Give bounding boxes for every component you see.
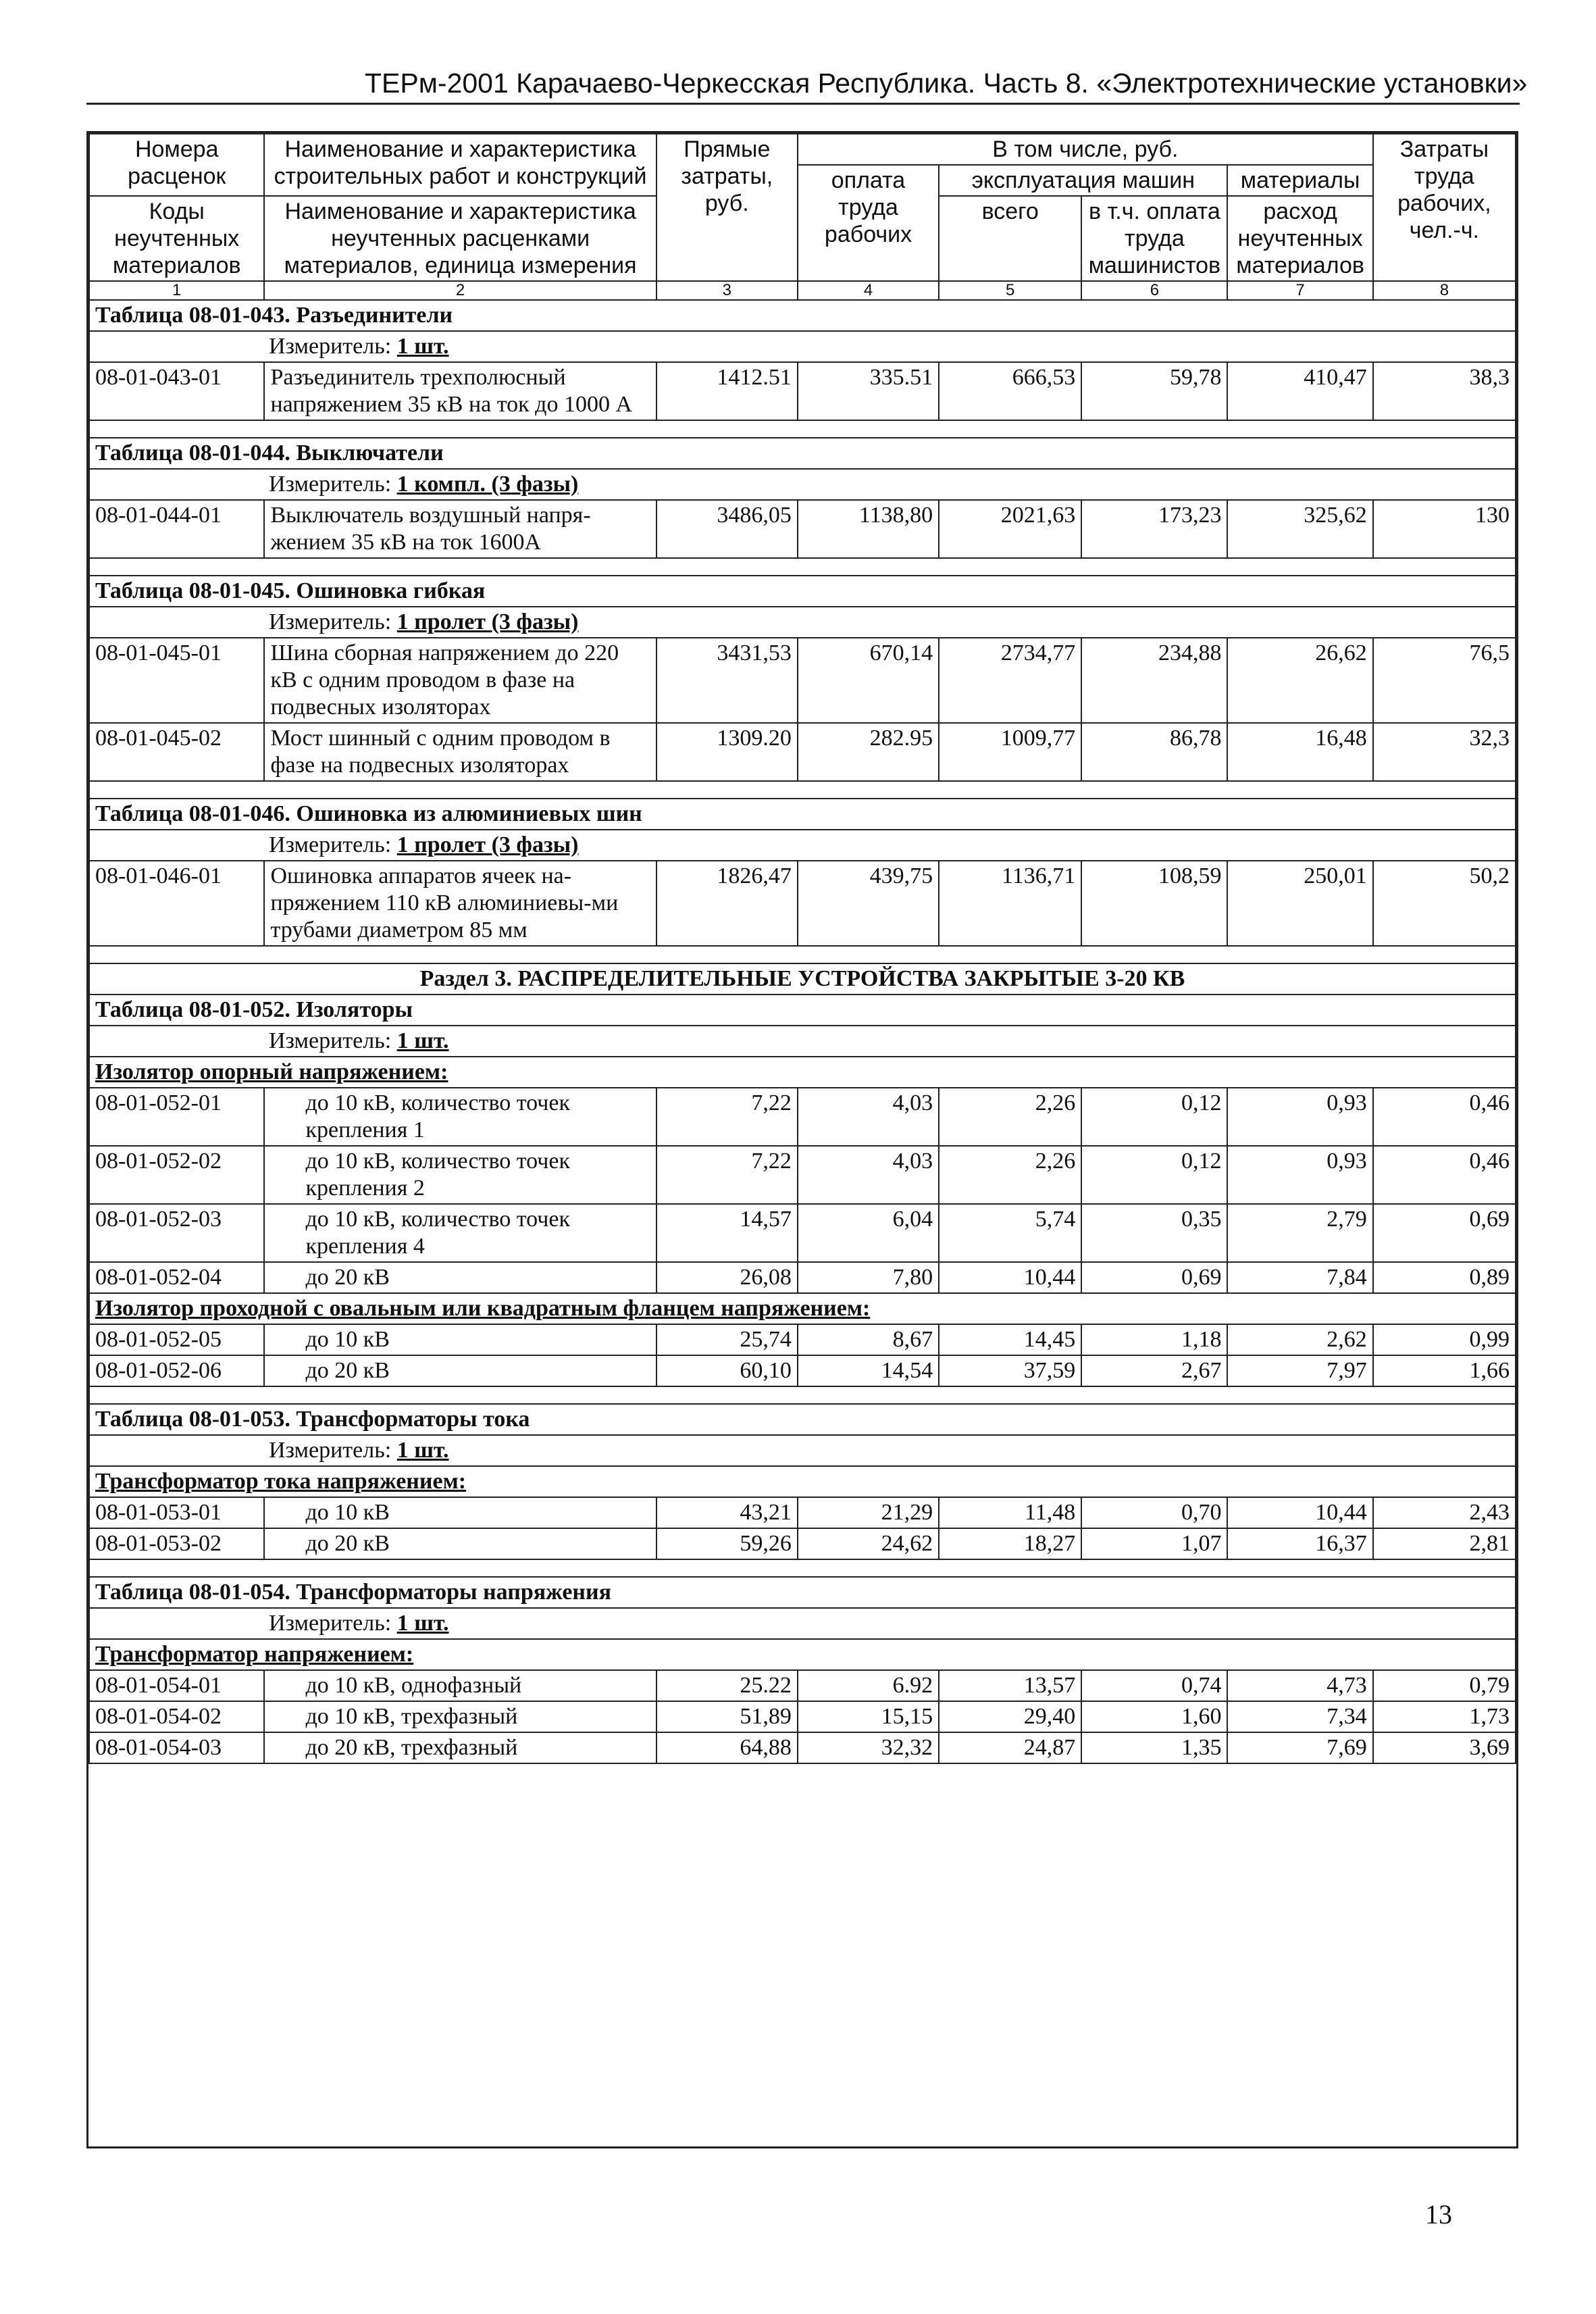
table-row	[89, 1497, 1516, 1528]
table-title-row	[89, 799, 1516, 830]
work-description: до 10 кВ, количество точек крепления 4	[264, 1204, 656, 1262]
material-use: 7,34	[1227, 1701, 1372, 1732]
labor-hours: 38,3	[1373, 362, 1516, 420]
unit-row	[89, 1026, 1516, 1057]
machinist-wages: 173,23	[1081, 500, 1227, 558]
rate-code: 08-01-053-01	[89, 1497, 264, 1528]
table-title: Таблица 08-01-045. Ошиновка гибкая	[89, 576, 1516, 607]
col-header-labor-hours: Затраты труда рабочих, чел.-ч.	[1373, 134, 1516, 281]
rate-code: 08-01-052-01	[89, 1088, 264, 1146]
rate-code: 08-01-045-02	[89, 723, 264, 781]
machines-total: 37,59	[939, 1355, 1081, 1386]
table-title-row	[89, 300, 1516, 331]
machinist-wages: 0,35	[1081, 1204, 1227, 1262]
machinist-wages: 1,18	[1081, 1324, 1227, 1355]
material-use: 7,84	[1227, 1262, 1372, 1293]
col-number: 7	[1227, 281, 1372, 300]
wages: 21,29	[798, 1497, 939, 1528]
unit-label: Измеритель:	[269, 1438, 392, 1463]
spacer	[89, 558, 1516, 576]
unit-row	[89, 830, 1516, 861]
col-number: 8	[1373, 281, 1516, 300]
group-heading-row	[89, 1293, 1516, 1324]
wages: 32,32	[798, 1732, 939, 1763]
machines-total: 13,57	[939, 1670, 1081, 1701]
machines-total: 5,74	[939, 1204, 1081, 1262]
work-description: до 20 кВ	[264, 1355, 656, 1386]
wages: 670,14	[798, 638, 939, 723]
work-description: Выключатель воздушный напря-жением 35 кВ на ток 1600А	[264, 500, 656, 558]
col-header-machinist-wages: в т.ч. оплата труда машинистов	[1081, 196, 1227, 281]
table-title-row	[89, 1577, 1516, 1608]
table-title-row	[89, 438, 1516, 469]
table-row	[89, 1262, 1516, 1293]
section-heading: Раздел 3. РАСПРЕДЕЛИТЕЛЬНЫЕ УСТРОЙСТВА ЗАКРЫТЫЕ 3-20 КВ	[89, 963, 1516, 995]
machines-total: 14,45	[939, 1324, 1081, 1355]
table-title: Таблица 08-01-053. Трансформаторы тока	[89, 1404, 1516, 1435]
machinist-wages: 234,88	[1081, 638, 1227, 723]
rate-code: 08-01-052-03	[89, 1204, 264, 1262]
machinist-wages: 86,78	[1081, 723, 1227, 781]
spacer-row	[89, 1386, 1516, 1404]
unit-of-measure	[89, 469, 1516, 500]
table-row	[89, 1701, 1516, 1732]
machinist-wages: 1,35	[1081, 1732, 1227, 1763]
wages: 439,75	[798, 861, 939, 946]
material-use: 250,01	[1227, 861, 1372, 946]
col-number: 3	[657, 281, 798, 300]
machinist-wages: 1,07	[1081, 1528, 1227, 1559]
material-use: 325,62	[1227, 500, 1372, 558]
rate-code: 08-01-054-02	[89, 1701, 264, 1732]
rate-code: 08-01-054-03	[89, 1732, 264, 1763]
wages: 24,62	[798, 1528, 939, 1559]
rate-code: 08-01-052-06	[89, 1355, 264, 1386]
unit-of-measure	[89, 830, 1516, 861]
wages: 4,03	[798, 1146, 939, 1204]
table-row	[89, 723, 1516, 781]
labor-hours: 76,5	[1373, 638, 1516, 723]
labor-hours: 0,89	[1373, 1262, 1516, 1293]
labor-hours: 0,79	[1373, 1670, 1516, 1701]
material-use: 10,44	[1227, 1497, 1372, 1528]
material-use: 410,47	[1227, 362, 1372, 420]
machinist-wages: 1,60	[1081, 1701, 1227, 1732]
table-row	[89, 1528, 1516, 1559]
unit-row	[89, 607, 1516, 638]
spacer-row	[89, 781, 1516, 799]
direct-costs: 60,10	[657, 1355, 798, 1386]
machinist-wages: 59,78	[1081, 362, 1227, 420]
work-description: до 10 кВ, трехфазный	[264, 1701, 656, 1732]
table-title-row	[89, 576, 1516, 607]
work-description: Мост шинный с одним проводом в фазе на подвесных изоляторах	[264, 723, 656, 781]
col-header-including: В том числе, руб.	[798, 134, 1373, 165]
header-rule	[86, 103, 1520, 105]
table-title-row	[89, 995, 1516, 1026]
work-description: до 20 кВ, трехфазный	[264, 1732, 656, 1763]
labor-hours: 2,81	[1373, 1528, 1516, 1559]
spacer-row	[89, 420, 1516, 438]
unit-value: 1 шт.	[396, 1611, 449, 1636]
group-heading: Изолятор опорный напряжением:	[89, 1057, 1516, 1088]
group-heading: Трансформатор тока напряжением:	[89, 1466, 1516, 1497]
spacer	[89, 946, 1516, 963]
labor-hours: 50,2	[1373, 861, 1516, 946]
labor-hours: 0,69	[1373, 1204, 1516, 1262]
group-heading: Изолятор проходной с овальным или квадратным фланцем напряжением:	[89, 1293, 1516, 1324]
material-use: 26,62	[1227, 638, 1372, 723]
spacer-row	[89, 1559, 1516, 1577]
machinist-wages: 0,12	[1081, 1146, 1227, 1204]
unit-of-measure	[89, 607, 1516, 638]
machines-total: 10,44	[939, 1262, 1081, 1293]
material-use: 0,93	[1227, 1146, 1372, 1204]
work-description: Ошиновка аппаратов ячеек на-пряжением 110 кВ алюминиевы-ми трубами диаметром 85 мм	[264, 861, 656, 946]
direct-costs: 59,26	[657, 1528, 798, 1559]
machinist-wages: 0,74	[1081, 1670, 1227, 1701]
table-title: Таблица 08-01-052. Изоляторы	[89, 995, 1516, 1026]
labor-hours: 2,43	[1373, 1497, 1516, 1528]
material-use: 0,93	[1227, 1088, 1372, 1146]
rate-code: 08-01-044-01	[89, 500, 264, 558]
machines-total: 666,53	[939, 362, 1081, 420]
unit-row	[89, 331, 1516, 362]
group-heading-row	[89, 1057, 1516, 1088]
wages: 14,54	[798, 1355, 939, 1386]
wages: 6.92	[798, 1670, 939, 1701]
rate-code: 08-01-054-01	[89, 1670, 264, 1701]
rate-code: 08-01-053-02	[89, 1528, 264, 1559]
work-description: до 10 кВ, однофазный	[264, 1670, 656, 1701]
wages: 4,03	[798, 1088, 939, 1146]
unit-row	[89, 1608, 1516, 1639]
table-title: Таблица 08-01-044. Выключатели	[89, 438, 1516, 469]
direct-costs: 3486,05	[657, 500, 798, 558]
machinist-wages: 0,70	[1081, 1497, 1227, 1528]
work-description: до 10 кВ, количество точек крепления 2	[264, 1146, 656, 1204]
wages: 282.95	[798, 723, 939, 781]
machines-total: 2734,77	[939, 638, 1081, 723]
col-number: 2	[264, 281, 656, 300]
direct-costs: 26,08	[657, 1262, 798, 1293]
unit-of-measure	[89, 331, 1516, 362]
rate-code: 08-01-043-01	[89, 362, 264, 420]
wages: 1138,80	[798, 500, 939, 558]
direct-costs: 7,22	[657, 1146, 798, 1204]
machines-total: 2,26	[939, 1146, 1081, 1204]
labor-hours: 1,73	[1373, 1701, 1516, 1732]
direct-costs: 3431,53	[657, 638, 798, 723]
unit-value: 1 шт.	[396, 334, 449, 359]
unit-value: 1 шт.	[396, 1028, 449, 1053]
wages: 335.51	[798, 362, 939, 420]
table-row	[89, 861, 1516, 946]
page-header: ТЕРм-2001 Карачаево-Черкесская Республика. Часть 8. «Электротехнические установки»	[365, 68, 1528, 99]
table-title-row	[89, 1404, 1516, 1435]
col-number: 1	[89, 281, 264, 300]
table-row	[89, 1204, 1516, 1262]
rates-table	[88, 133, 1516, 1764]
unit-label: Измеритель:	[269, 334, 392, 359]
table-row	[89, 1324, 1516, 1355]
unit-of-measure	[89, 1026, 1516, 1057]
labor-hours: 0,99	[1373, 1324, 1516, 1355]
col-header-work-name: Наименование и характеристика строительных работ и конструкций	[264, 134, 656, 196]
rate-code: 08-01-045-01	[89, 638, 264, 723]
spacer	[89, 781, 1516, 799]
direct-costs: 25,74	[657, 1324, 798, 1355]
unit-row	[89, 1435, 1516, 1466]
table-row	[89, 1355, 1516, 1386]
table-row	[89, 1732, 1516, 1763]
direct-costs: 25.22	[657, 1670, 798, 1701]
unit-of-measure	[89, 1435, 1516, 1466]
direct-costs: 43,21	[657, 1497, 798, 1528]
rate-code: 08-01-052-02	[89, 1146, 264, 1204]
direct-costs: 1309.20	[657, 723, 798, 781]
spacer-row	[89, 946, 1516, 963]
material-use: 4,73	[1227, 1670, 1372, 1701]
labor-hours: 0,46	[1373, 1146, 1516, 1204]
spacer	[89, 1386, 1516, 1404]
col-number: 5	[939, 281, 1081, 300]
machines-total: 1136,71	[939, 861, 1081, 946]
work-description: Шина сборная напряжением до 220 кВ с одним проводом в фазе на подвесных изоляторах	[264, 638, 656, 723]
col-header-direct-costs: Прямые затраты, руб.	[657, 134, 798, 281]
labor-hours: 0,46	[1373, 1088, 1516, 1146]
labor-hours: 1,66	[1373, 1355, 1516, 1386]
labor-hours: 130	[1373, 500, 1516, 558]
table-header	[89, 134, 1516, 300]
material-use: 2,79	[1227, 1204, 1372, 1262]
work-description: до 20 кВ	[264, 1528, 656, 1559]
col-number: 6	[1081, 281, 1227, 300]
unit-label: Измеритель:	[269, 1611, 392, 1636]
wages: 7,80	[798, 1262, 939, 1293]
machines-total: 24,87	[939, 1732, 1081, 1763]
machines-total: 11,48	[939, 1497, 1081, 1528]
group-heading-row	[89, 1466, 1516, 1497]
table-row	[89, 1146, 1516, 1204]
rate-code: 08-01-052-04	[89, 1262, 264, 1293]
rate-code: 08-01-046-01	[89, 861, 264, 946]
direct-costs: 51,89	[657, 1701, 798, 1732]
work-description: до 10 кВ	[264, 1497, 656, 1528]
unit-label: Измеритель:	[269, 472, 392, 497]
col-header-machines: эксплуатация машин	[939, 165, 1227, 196]
col-header-material-use: расход неучтенных материалов	[1227, 196, 1372, 281]
unit-label: Измеритель:	[269, 609, 392, 634]
unit-label: Измеритель:	[269, 1028, 392, 1053]
machines-total: 2,26	[939, 1088, 1081, 1146]
unit-value: 1 шт.	[396, 1438, 449, 1463]
price-sheet	[86, 131, 1518, 2148]
col-header-material-codes: Коды неучтенных материалов	[89, 196, 264, 281]
machines-total: 29,40	[939, 1701, 1081, 1732]
unit-value: 1 компл. (3 фазы)	[396, 472, 579, 497]
col-header-rate-numbers: Номера расценок	[89, 134, 264, 196]
material-use: 16,48	[1227, 723, 1372, 781]
section-heading-row	[89, 963, 1516, 995]
page-number: 13	[1425, 2199, 1452, 2230]
table-title: Таблица 08-01-046. Ошиновка из алюминиевых шин	[89, 799, 1516, 830]
unit-value: 1 пролет (3 фазы)	[396, 832, 579, 857]
col-header-material-names: Наименование и характеристика неучтенных расценками материалов, единица измерения	[264, 196, 656, 281]
work-description: до 20 кВ	[264, 1262, 656, 1293]
spacer	[89, 420, 1516, 438]
direct-costs: 64,88	[657, 1732, 798, 1763]
machines-total: 2021,63	[939, 500, 1081, 558]
table-title: Таблица 08-01-054. Трансформаторы напряжения	[89, 1577, 1516, 1608]
machines-total: 18,27	[939, 1528, 1081, 1559]
work-description: до 10 кВ, количество точек крепления 1	[264, 1088, 656, 1146]
group-heading: Трансформатор напряжением:	[89, 1639, 1516, 1670]
machinist-wages: 108,59	[1081, 861, 1227, 946]
wages: 6,04	[798, 1204, 939, 1262]
col-header-materials: материалы	[1227, 165, 1372, 196]
machinist-wages: 0,12	[1081, 1088, 1227, 1146]
unit-row	[89, 469, 1516, 500]
unit-value: 1 пролет (3 фазы)	[396, 609, 579, 634]
labor-hours: 32,3	[1373, 723, 1516, 781]
group-heading-row	[89, 1639, 1516, 1670]
labor-hours: 3,69	[1373, 1732, 1516, 1763]
col-header-wages: оплата труда рабочих	[798, 165, 939, 281]
direct-costs: 14,57	[657, 1204, 798, 1262]
material-use: 7,69	[1227, 1732, 1372, 1763]
spacer	[89, 1559, 1516, 1577]
table-row	[89, 1088, 1516, 1146]
material-use: 2,62	[1227, 1324, 1372, 1355]
spacer-row	[89, 558, 1516, 576]
material-use: 7,97	[1227, 1355, 1372, 1386]
work-description: до 10 кВ	[264, 1324, 656, 1355]
wages: 8,67	[798, 1324, 939, 1355]
rate-code: 08-01-052-05	[89, 1324, 264, 1355]
work-description: Разъединитель трехполюсный напряжением 35 кВ на ток до 1000 А	[264, 362, 656, 420]
table-body	[89, 300, 1516, 1763]
machinist-wages: 0,69	[1081, 1262, 1227, 1293]
direct-costs: 7,22	[657, 1088, 798, 1146]
material-use: 16,37	[1227, 1528, 1372, 1559]
table-row	[89, 638, 1516, 723]
wages: 15,15	[798, 1701, 939, 1732]
direct-costs: 1826,47	[657, 861, 798, 946]
col-header-machines-total: всего	[939, 196, 1081, 281]
table-row	[89, 500, 1516, 558]
unit-of-measure	[89, 1608, 1516, 1639]
col-number: 4	[798, 281, 939, 300]
unit-label: Измеритель:	[269, 832, 392, 857]
machinist-wages: 2,67	[1081, 1355, 1227, 1386]
direct-costs: 1412.51	[657, 362, 798, 420]
table-row	[89, 1670, 1516, 1701]
table-row	[89, 362, 1516, 420]
machines-total: 1009,77	[939, 723, 1081, 781]
table-title: Таблица 08-01-043. Разъединители	[89, 300, 1516, 331]
